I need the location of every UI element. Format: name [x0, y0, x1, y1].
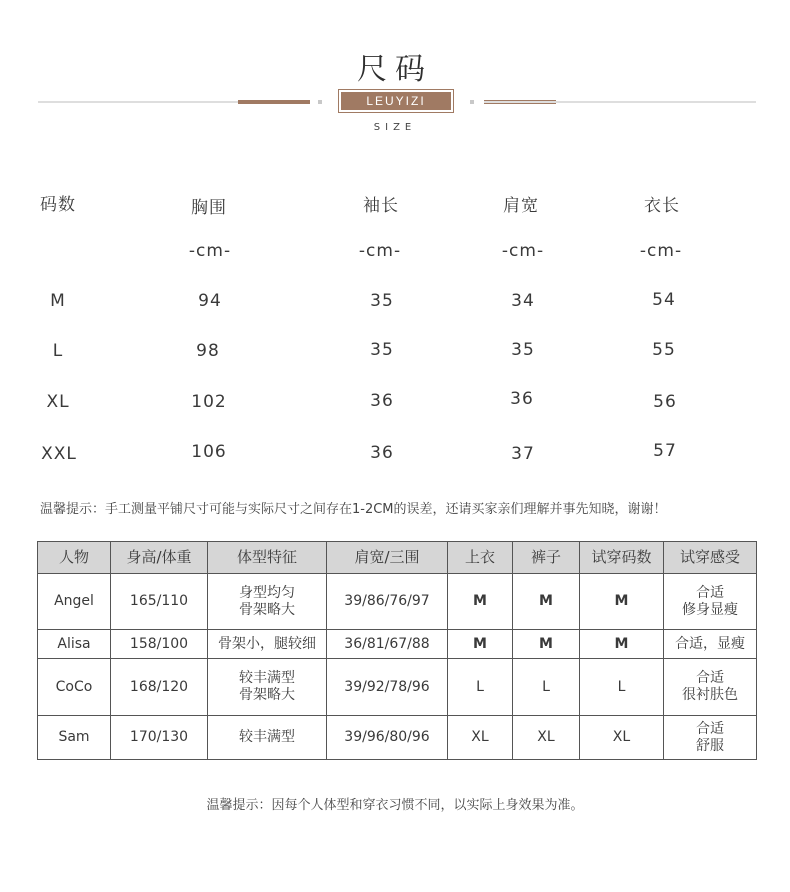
body-type-line: 骨架略大 [239, 687, 295, 703]
size-unit: -cm- [188, 241, 232, 261]
size-value: 106 [191, 442, 227, 462]
height-weight: 170/130 [111, 716, 208, 760]
fit-feeling-line: 合适 [696, 584, 724, 601]
model-name: Alisa [38, 630, 111, 659]
fit-feeling [664, 574, 757, 630]
fit-col-header: 试穿码数 [580, 542, 664, 574]
fit-feeling-line: 修身显瘦 [682, 601, 738, 618]
size-value: 36 [370, 443, 394, 463]
divider-dot-right [470, 100, 474, 104]
pants-size: M [513, 574, 580, 630]
fit-feeling [664, 716, 757, 760]
measurements: 39/96/80/96 [327, 716, 448, 760]
top-size: XL [448, 716, 513, 760]
page-subtitle: SIZE [373, 122, 417, 133]
model-name: Sam [38, 716, 111, 760]
body-type [208, 716, 327, 760]
body-type-line: 较丰满型 [239, 729, 295, 745]
fit-col-header: 身高/体重 [111, 542, 208, 574]
pants-size: M [513, 630, 580, 659]
fit-note: 温馨提示：因每个人体型和穿衣习惯不同，以实际上身效果为准。 [206, 798, 584, 813]
size-unit: -cm- [501, 241, 545, 261]
fit-table-header-row [38, 542, 757, 574]
fit-col-header: 上衣 [448, 542, 513, 574]
table-row [38, 659, 757, 716]
page-title: 尺码 [357, 52, 433, 87]
size-unit: -cm- [358, 241, 402, 261]
fit-feeling [664, 630, 757, 659]
fit-col-header: 体型特征 [208, 542, 327, 574]
size-col-header: 胸围 [191, 198, 227, 218]
body-type [208, 659, 327, 716]
size-value: 94 [198, 291, 222, 311]
top-size: M [448, 630, 513, 659]
accent-bar-left [238, 100, 310, 104]
top-size: L [448, 659, 513, 716]
size-value: 37 [511, 444, 535, 464]
height-weight: 165/110 [111, 574, 208, 630]
size-value: 36 [370, 391, 394, 411]
measurements: 39/86/76/97 [327, 574, 448, 630]
trial-size: M [580, 574, 664, 630]
size-col-header: 衣长 [644, 196, 680, 216]
trial-size: L [580, 659, 664, 716]
size-row-label: L [52, 341, 64, 361]
fit-col-header: 裤子 [513, 542, 580, 574]
body-type [208, 574, 327, 630]
size-value: 57 [653, 441, 677, 461]
body-type-line: 身型均匀 [239, 584, 295, 601]
size-row-label: M [50, 291, 66, 311]
body-type-line: 较丰满型 [239, 670, 295, 686]
table-row [38, 630, 757, 659]
brand-badge [338, 89, 454, 113]
fit-feeling-line: 合适，显瘦 [675, 635, 745, 652]
height-weight: 158/100 [111, 630, 208, 659]
size-value: 36 [510, 389, 534, 409]
size-row-label: XL [46, 392, 70, 412]
fit-feeling-line: 合适 [696, 670, 724, 686]
size-col-header: 袖长 [363, 196, 399, 216]
pants-size: XL [513, 716, 580, 760]
measurements: 39/92/78/96 [327, 659, 448, 716]
pants-size: L [513, 659, 580, 716]
fit-feeling [664, 659, 757, 716]
trial-size: XL [580, 716, 664, 760]
size-unit: -cm- [639, 241, 683, 261]
measurement-note: 温馨提示：手工测量平铺尺寸可能与实际尺寸之间存在1-2CM的误差，还请买家亲们理解并事先知晓，谢谢！ [40, 502, 667, 517]
model-name: CoCo [38, 659, 111, 716]
fit-feeling-line: 合适 [696, 720, 724, 737]
body-type [208, 630, 327, 659]
size-value: 55 [652, 340, 676, 360]
brand-label: LEUYIZI [341, 92, 451, 110]
size-value: 35 [370, 340, 394, 360]
divider-right [484, 101, 756, 103]
fit-feeling-line: 舒服 [696, 737, 724, 754]
height-weight: 168/120 [111, 659, 208, 716]
size-value: 34 [511, 291, 535, 311]
model-name: Angel [38, 574, 111, 630]
size-value: 54 [652, 290, 676, 310]
fit-col-header: 试穿感受 [664, 542, 757, 574]
size-value: 35 [370, 291, 394, 311]
size-value: 35 [511, 340, 535, 360]
body-type-line: 骨架略大 [239, 601, 295, 618]
size-value: 56 [653, 392, 677, 412]
fit-col-header: 肩宽/三围 [327, 542, 448, 574]
table-row [38, 716, 757, 760]
size-value: 102 [191, 392, 227, 412]
divider-dot-left [318, 100, 322, 104]
size-value: 98 [196, 341, 220, 361]
fit-col-header: 人物 [38, 542, 111, 574]
top-size: M [448, 574, 513, 630]
size-col-header: 肩宽 [503, 196, 539, 216]
fit-table [37, 541, 757, 760]
size-col-header: 码数 [40, 195, 76, 215]
fit-feeling-line: 很衬肤色 [682, 687, 738, 703]
table-row [38, 574, 757, 630]
size-row-label: XXL [41, 444, 77, 464]
body-type-line: 骨架小，腿较细 [218, 635, 316, 652]
measurements: 36/81/67/88 [327, 630, 448, 659]
trial-size: M [580, 630, 664, 659]
